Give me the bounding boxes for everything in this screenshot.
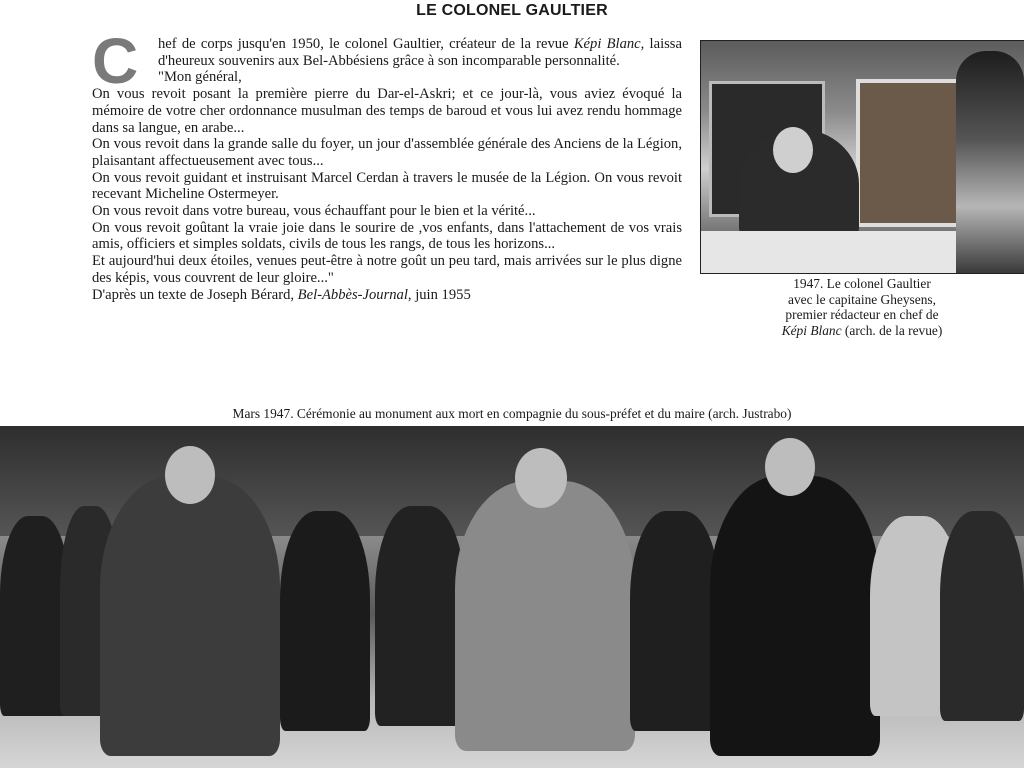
quote-paragraph: On vous revoit dans votre bureau, vous échauffant pour le bien et la vérité... xyxy=(92,203,536,220)
citation-prefix: D'après un texte de Joseph Bérard, xyxy=(92,286,298,303)
caption-rest: (arch. de la revue) xyxy=(841,322,943,338)
lead-end: , laissa d'heureux souvenirs aux Bel-Abbésiens grâce à son incomparable personnalité. xyxy=(158,36,682,69)
article-body xyxy=(92,25,682,303)
photo-ceremony-caption: Mars 1947. Cérémonie au monument aux mort en compagnie du sous-préfet et du maire (arch. Justrabo) xyxy=(232,406,792,421)
citation-source: Bel-Abbès-Journal xyxy=(297,286,408,303)
officer-left xyxy=(100,476,280,756)
crowd-figure xyxy=(940,511,1024,721)
caption-line: premier rédacteur en chef de xyxy=(785,307,939,322)
desk xyxy=(701,231,971,273)
citation-date: , juin 1955 xyxy=(407,286,471,303)
quote-paragraph: On vous revoit guidant et instruisant Marcel Cerdan à travers le musée de la Légion. On vous revoit recevant Micheline Ostermeyer. xyxy=(92,169,682,203)
caption-italic: Képi Blanc xyxy=(781,322,842,338)
caption-line: 1947. Le colonel Gaultier xyxy=(793,276,931,291)
quote-paragraph: On vous revoit posant la première pierre du Dar-el-Askri; et ce jour-là, vous aviez évoqué la mémoire de votre cher ordonnance musulman des temps de baroud et vous lui avez rendu hommage dans sa langue, en arabe... xyxy=(92,86,682,136)
crowd-figure xyxy=(375,506,465,726)
drop-cap: C xyxy=(92,25,139,97)
quote-paragraph: "Mon général, xyxy=(158,69,242,86)
quote-paragraph: On vous revoit dans la grande salle du foyer, un jour d'assemblée générale des Anciens de la Légion, plaisantant affectueusement avec tous... xyxy=(92,136,682,169)
lead-italic: Képi Blanc xyxy=(573,36,641,52)
citation xyxy=(92,287,682,304)
general-center-head xyxy=(515,448,567,508)
man-right-head xyxy=(765,438,815,496)
crowd-figure xyxy=(630,511,720,731)
photo-ceremony xyxy=(0,426,1024,768)
officer-left-head xyxy=(165,446,215,504)
seated-officer-face xyxy=(773,127,813,173)
crowd-figure xyxy=(280,511,370,731)
photo-office xyxy=(700,40,1024,274)
quote-paragraph: Et aujourd'hui deux étoiles, venues peut-être à notre goût un peu tard, mais arrivées sur le plus digne des képis, vous couvrent de leur gloire..." xyxy=(92,253,682,286)
photo-office-caption xyxy=(700,276,1024,338)
standing-man xyxy=(956,51,1024,273)
lead-text: hef de corps jusqu'en 1950, le colonel Gaultier, créateur de la revue xyxy=(158,36,574,52)
general-center xyxy=(455,481,635,751)
page-title: LE COLONEL GAULTIER xyxy=(416,2,608,19)
quote-paragraph: On vous revoit goûtant la vraie joie dans le sourire de ,vos enfants, dans l'attachement de vos vrais amis, officiers et simples soldats, civils de tous les rangs, de tous les horizons... xyxy=(92,219,682,253)
caption-line xyxy=(700,323,1024,339)
caption-line: avec le capitaine Gheysens, xyxy=(788,291,936,307)
man-right-dark xyxy=(710,476,880,756)
